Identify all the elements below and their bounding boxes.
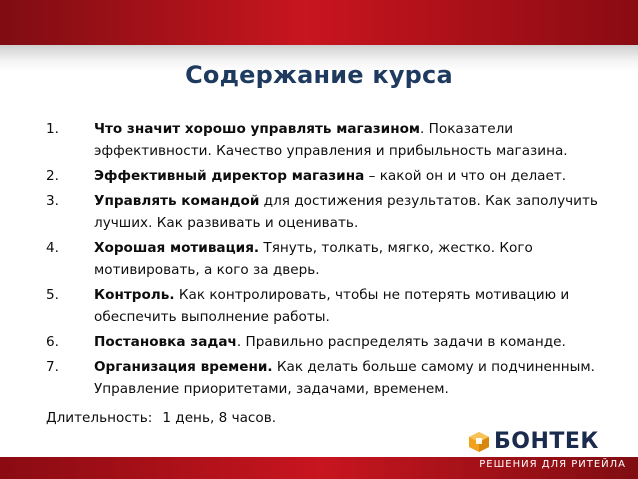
slide-title: Содержание курса — [185, 61, 453, 89]
item-bold: Управлять командой — [94, 193, 260, 209]
duration-line — [46, 410, 276, 426]
item-bold: Постановка задач — [94, 334, 237, 350]
header-band — [0, 0, 638, 45]
logo-tagline: РЕШЕНИЯ ДЛЯ РИТЕЙЛА — [479, 459, 626, 470]
item-number: 3. — [46, 193, 59, 209]
item-bold: Эффективный директор магазина — [94, 168, 365, 184]
item-text — [94, 356, 616, 400]
item-number: 6. — [46, 334, 59, 350]
item-number: 5. — [46, 287, 59, 303]
item-rest: . Правильно распределять задачи в команде. — [236, 334, 566, 350]
item-number: 4. — [46, 240, 59, 256]
item-text — [94, 331, 616, 353]
item-text — [94, 118, 616, 162]
item-text — [94, 165, 616, 187]
item-rest: – какой он и что он делает. — [364, 168, 567, 184]
list-item — [46, 331, 616, 353]
item-rest: для достижения результатов. Как заполучить лучших. Как развивать и оценивать. — [94, 193, 598, 231]
list-item — [46, 284, 616, 328]
list-item — [46, 118, 616, 162]
logo-name: БОНТЕК — [494, 429, 599, 454]
item-number: 2. — [46, 168, 59, 184]
cube-icon — [468, 431, 490, 453]
item-number: 7. — [46, 359, 59, 375]
item-text — [94, 284, 616, 328]
item-bold: Организация времени. — [94, 359, 273, 375]
item-rest: Как контролировать, чтобы не потерять мотивацию и обеспечить выполнение работы. — [94, 287, 570, 325]
duration-value: 1 день, 8 часов. — [162, 410, 277, 426]
item-rest: Тянуть, толкать, мягко, жестко. Кого мотивировать, а кого за дверь. — [94, 240, 533, 278]
item-bold: Контроль. — [94, 287, 175, 303]
item-text — [94, 190, 616, 234]
list-item — [46, 356, 616, 400]
item-bold: Что значит хорошо управлять магазином — [94, 121, 421, 137]
bontek-logo — [468, 428, 626, 458]
list-item — [46, 237, 616, 281]
item-rest: . Показатели эффективности. Качество управления и прибыльность магазина. — [94, 121, 568, 159]
item-bold: Хорошая мотивация. — [94, 240, 260, 256]
list-item — [46, 190, 616, 234]
item-rest: Как делать больше самому и подчиненным. Управление приоритетами, задачами, временем. — [94, 359, 595, 397]
item-number: 1. — [46, 121, 59, 137]
course-contents-list — [46, 118, 616, 403]
list-item — [46, 165, 616, 187]
duration-label: Длительность: — [46, 410, 153, 426]
item-text — [94, 237, 616, 281]
